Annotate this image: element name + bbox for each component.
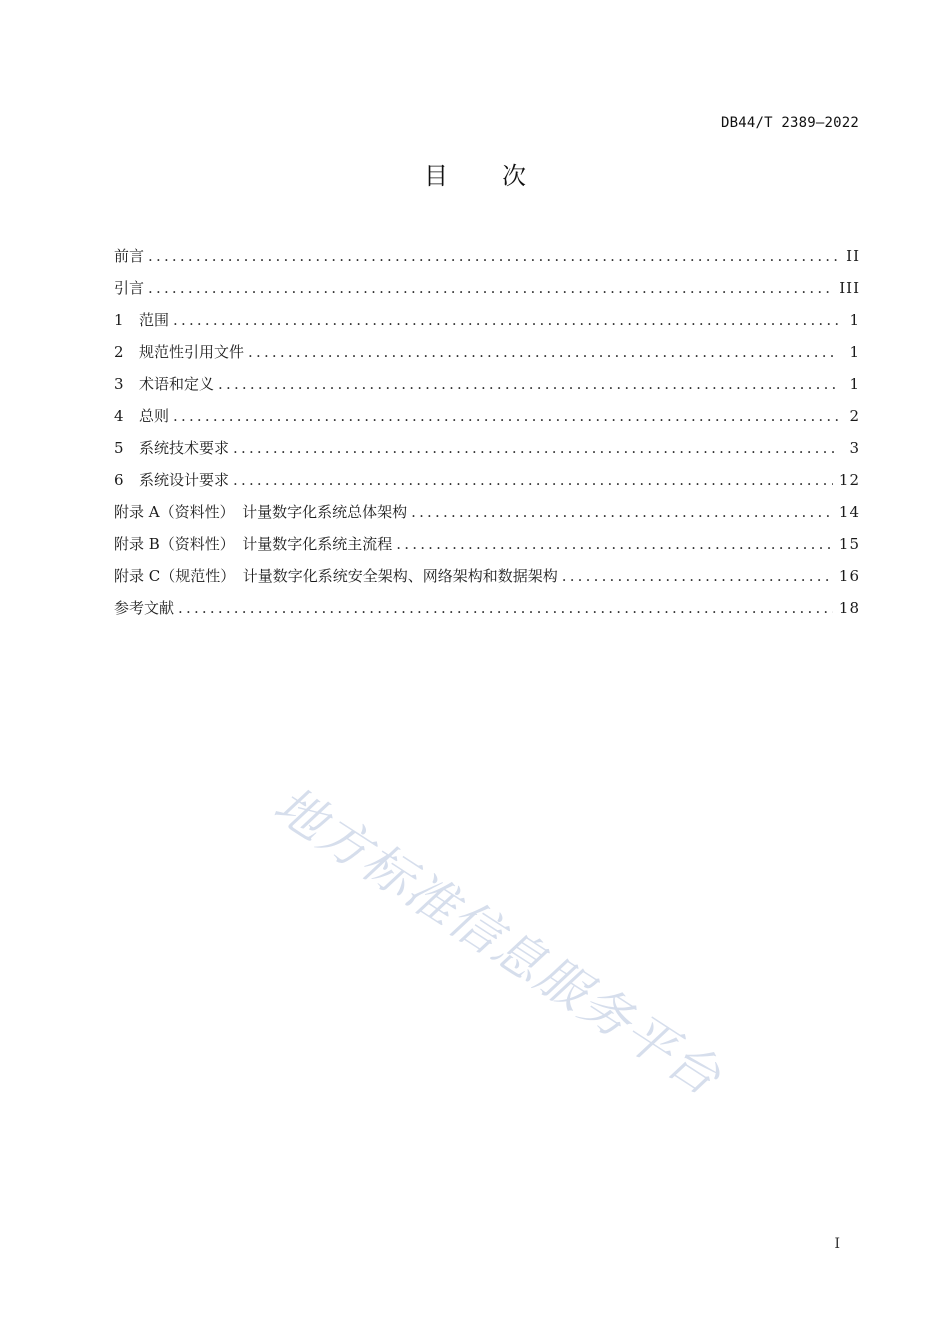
- toc-section-number: 6: [114, 471, 124, 489]
- toc-entry-appendix-b[interactable]: [114, 533, 860, 565]
- toc-entry-terms-definitions[interactable]: [114, 373, 860, 405]
- page-title: [0, 156, 950, 191]
- toc-entry-design-requirements[interactable]: [114, 469, 860, 501]
- toc-page-number: 18: [838, 599, 860, 617]
- toc-page-number: III: [839, 279, 860, 297]
- toc-entry-technical-requirements[interactable]: [114, 437, 860, 469]
- toc-page-number: 2: [849, 407, 860, 425]
- page-number: I: [834, 1236, 840, 1252]
- toc-page-number: 1: [849, 343, 860, 361]
- toc-leader-dots: [562, 567, 833, 585]
- toc-page-number: 12: [838, 471, 860, 489]
- toc-page-number: II: [846, 247, 860, 265]
- toc-entry-general[interactable]: [114, 405, 860, 437]
- toc-entry-normative-references[interactable]: [114, 341, 860, 373]
- toc-section-number: 4: [114, 407, 124, 425]
- toc-leader-dots: [233, 439, 838, 457]
- toc-page-number: 16: [838, 567, 860, 585]
- toc-entry-title: 附录 A（资料性） 计量数字化系统总体架构: [114, 503, 408, 521]
- toc-entry-title: [114, 469, 229, 490]
- toc-section-title: 系统技术要求: [139, 439, 230, 457]
- toc-entry-title: 引言: [114, 279, 145, 297]
- toc-leader-dots: [173, 407, 838, 425]
- title-char-1: 目: [424, 162, 448, 190]
- toc-entry-title: [114, 373, 214, 394]
- toc-page-number: 3: [849, 439, 860, 457]
- document-code: DB44/T 2389—2022: [720, 115, 859, 131]
- title-char-2: 次: [502, 162, 526, 190]
- toc-entry-appendix-a[interactable]: [114, 501, 860, 533]
- toc-entry-bibliography[interactable]: [114, 597, 860, 629]
- toc-entry-appendix-c[interactable]: [114, 565, 860, 597]
- toc-section-title: 总则: [139, 407, 170, 425]
- toc-page-number: 14: [838, 503, 860, 521]
- toc-leader-dots: [233, 471, 833, 489]
- toc-entry-title: [114, 341, 244, 362]
- toc-entry-title: 附录 B（资料性） 计量数字化系统主流程: [114, 535, 393, 553]
- toc-entry-title: 参考文献: [114, 599, 175, 617]
- toc-section-number: 2: [114, 343, 124, 361]
- toc-leader-dots: [396, 535, 833, 553]
- toc-section-number: 5: [114, 439, 124, 457]
- toc-entry-title: 前言: [114, 247, 145, 265]
- toc-section-title: 术语和定义: [139, 375, 215, 393]
- toc-entry-introduction[interactable]: [114, 277, 860, 309]
- toc-entry-title: [114, 437, 229, 458]
- toc-page-number: 1: [849, 375, 860, 393]
- toc-page-number: 15: [838, 535, 860, 553]
- toc-section-number: 3: [114, 375, 124, 393]
- toc-leader-dots: [173, 311, 838, 329]
- toc-entry-title: [114, 309, 169, 330]
- toc-section-title: 范围: [139, 311, 170, 329]
- watermark: 地方标准信息服务平台: [263, 775, 732, 1108]
- table-of-contents: [114, 245, 860, 629]
- toc-leader-dots: [148, 247, 838, 265]
- toc-section-number: 1: [114, 311, 124, 329]
- toc-leader-dots: [148, 279, 833, 297]
- toc-leader-dots: [248, 343, 838, 361]
- toc-leader-dots: [178, 599, 833, 617]
- toc-entry-title: 附录 C（规范性） 计量数字化系统安全架构、网络架构和数据架构: [114, 567, 558, 585]
- toc-leader-dots: [218, 375, 838, 393]
- toc-entry-title: [114, 405, 169, 426]
- toc-page-number: 1: [849, 311, 860, 329]
- toc-entry-foreword[interactable]: [114, 245, 860, 277]
- toc-leader-dots: [411, 503, 833, 521]
- toc-section-title: 规范性引用文件: [139, 343, 245, 361]
- toc-section-title: 系统设计要求: [139, 471, 230, 489]
- toc-entry-scope[interactable]: [114, 309, 860, 341]
